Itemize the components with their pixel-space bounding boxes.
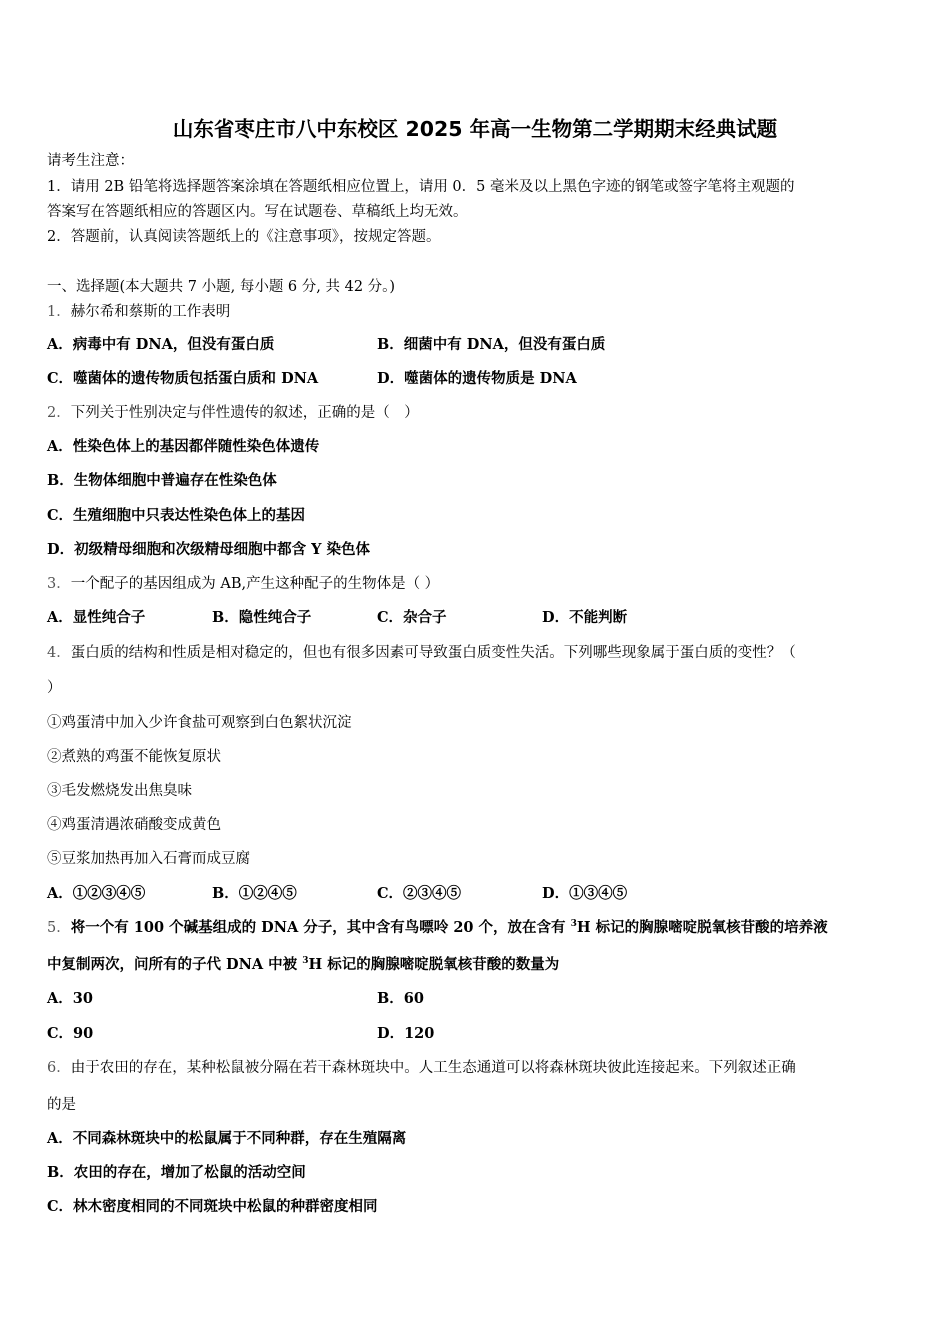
q3-option-b: B．隐性纯合子 — [212, 609, 312, 626]
q2-option-d: D．初级精母细胞和次级精母细胞中都含 Y 染色体 — [47, 541, 371, 558]
q6-option-c: C．林木密度相同的不同斑块中松鼠的种群密度相同 — [47, 1198, 378, 1215]
q4-statement-3: ③毛发燃烧发出焦臭味 — [47, 783, 192, 799]
q4-option-a: A．①②③④⑤ — [47, 885, 146, 902]
q1-option-d: D．噬菌体的遗传物质是 DNA — [377, 370, 577, 387]
question-text: 由于农田的存在，某种松鼠被分隔在若干森林斑块中。人工生态通道可以将森林斑块彼此连接起来。下列叙述正确 — [70, 1060, 796, 1076]
question-text-part-4: H 标记的胸腺嘧啶脱氧核苷酸的数量为 — [308, 956, 560, 973]
question-number: 5． — [47, 920, 71, 936]
q2-option-b: B．生物体细胞中普遍存在性染色体 — [47, 472, 277, 489]
q6-option-a: A．不同森林斑块中的松鼠属于不同种群，存在生殖隔离 — [47, 1130, 407, 1147]
question-4-stem-line-2: ） — [47, 680, 62, 696]
question-text-part-1: 将一个有 100 个碱基组成的 DNA 分子，其中含有鸟嘌呤 20 个，放在含有 — [70, 919, 571, 936]
question-6-stem-line-2: 的是 — [47, 1097, 76, 1113]
q2-option-a: A．性染色体上的基因都伴随性染色体遗传 — [47, 438, 320, 455]
q4-statement-1: ①鸡蛋清中加入少许食盐可观察到白色絮状沉淀 — [47, 715, 352, 731]
question-text-part-3: 中复制两次，问所有的子代 DNA 中被 — [47, 956, 303, 973]
section-heading: 一、选择题(本大题共 7 小题, 每小题 6 分, 共 42 分。) — [47, 279, 396, 295]
q5-option-c: C．90 — [47, 1025, 94, 1042]
question-1-stem — [47, 302, 230, 322]
question-text: 赫尔希和蔡斯的工作表明 — [70, 304, 231, 320]
notice-heading: 请考生注意： — [47, 153, 134, 169]
q4-statement-2: ②煮熟的鸡蛋不能恢复原状 — [47, 749, 221, 765]
q1-option-a: A．病毒中有 DNA，但没有蛋白质 — [47, 336, 275, 353]
q5-option-a: A．30 — [47, 990, 93, 1007]
q6-option-b: B．农田的存在，增加了松鼠的活动空间 — [47, 1164, 306, 1181]
q4-statement-5: ⑤豆浆加热再加入石膏而成豆腐 — [47, 851, 250, 867]
q1-option-c: C．噬菌体的遗传物质包括蛋白质和 DNA — [47, 370, 319, 387]
notice-item-2: 2．答题前，认真阅读答题纸上的《注意事项》，按规定答题。 — [47, 229, 441, 245]
q3-option-a: A．显性纯合子 — [47, 609, 146, 626]
q5-option-d: D．120 — [377, 1025, 435, 1042]
question-number: 6． — [47, 1060, 71, 1076]
question-text: 蛋白质的结构和性质是相对稳定的，但也有很多因素可导致蛋白质变性失活。下列哪些现象属于蛋白质的变性？（ — [70, 645, 796, 661]
q5-option-b: B．60 — [377, 990, 424, 1007]
q2-option-c: C．生殖细胞中只表达性染色体上的基因 — [47, 507, 306, 524]
question-number: 4． — [47, 645, 71, 661]
question-text: 下列关于性别决定与伴性遗传的叙述，正确的是（ ） — [70, 405, 419, 421]
superscript-3: 3 — [570, 919, 577, 930]
question-text: 一个配子的基因组成为 AB,产生这种配子的生物体是（ ） — [70, 576, 440, 592]
question-number: 1． — [47, 304, 71, 320]
question-number: 2． — [47, 405, 71, 421]
question-2-stem — [47, 403, 419, 423]
question-number: 3． — [47, 576, 71, 592]
question-5-stem-line-1 — [47, 918, 828, 938]
q4-option-c: C．②③④⑤ — [377, 885, 462, 902]
question-4-stem-line-1 — [47, 643, 796, 663]
notice-item-1-line-1: 1．请用 2B 铅笔将选择题答案涂填在答题纸相应位置上，请用 0．5 毫米及以上黑色字迹的钢笔或签字笔将主观题的 — [47, 179, 795, 195]
q1-option-b: B．细菌中有 DNA，但没有蛋白质 — [377, 336, 606, 353]
question-3-stem — [47, 574, 439, 594]
superscript-3: 3 — [302, 956, 309, 967]
question-5-stem-line-2 — [47, 955, 559, 975]
q4-statement-4: ④鸡蛋清遇浓硝酸变成黄色 — [47, 817, 221, 833]
q4-option-b: B．①②④⑤ — [212, 885, 297, 902]
q3-option-c: C．杂合子 — [377, 609, 447, 626]
q3-option-d: D．不能判断 — [542, 609, 628, 626]
notice-item-1-line-2: 答案写在答题纸相应的答题区内。写在试题卷、草稿纸上均无效。 — [47, 204, 468, 220]
question-6-stem-line-1 — [47, 1058, 796, 1078]
page-title: 山东省枣庄市八中东校区 2025 年高一生物第二学期期末经典试题 — [172, 117, 778, 141]
question-text-part-2: H 标记的胸腺嘧啶脱氧核苷酸的培养液 — [576, 919, 828, 936]
q4-option-d: D．①③④⑤ — [542, 885, 628, 902]
